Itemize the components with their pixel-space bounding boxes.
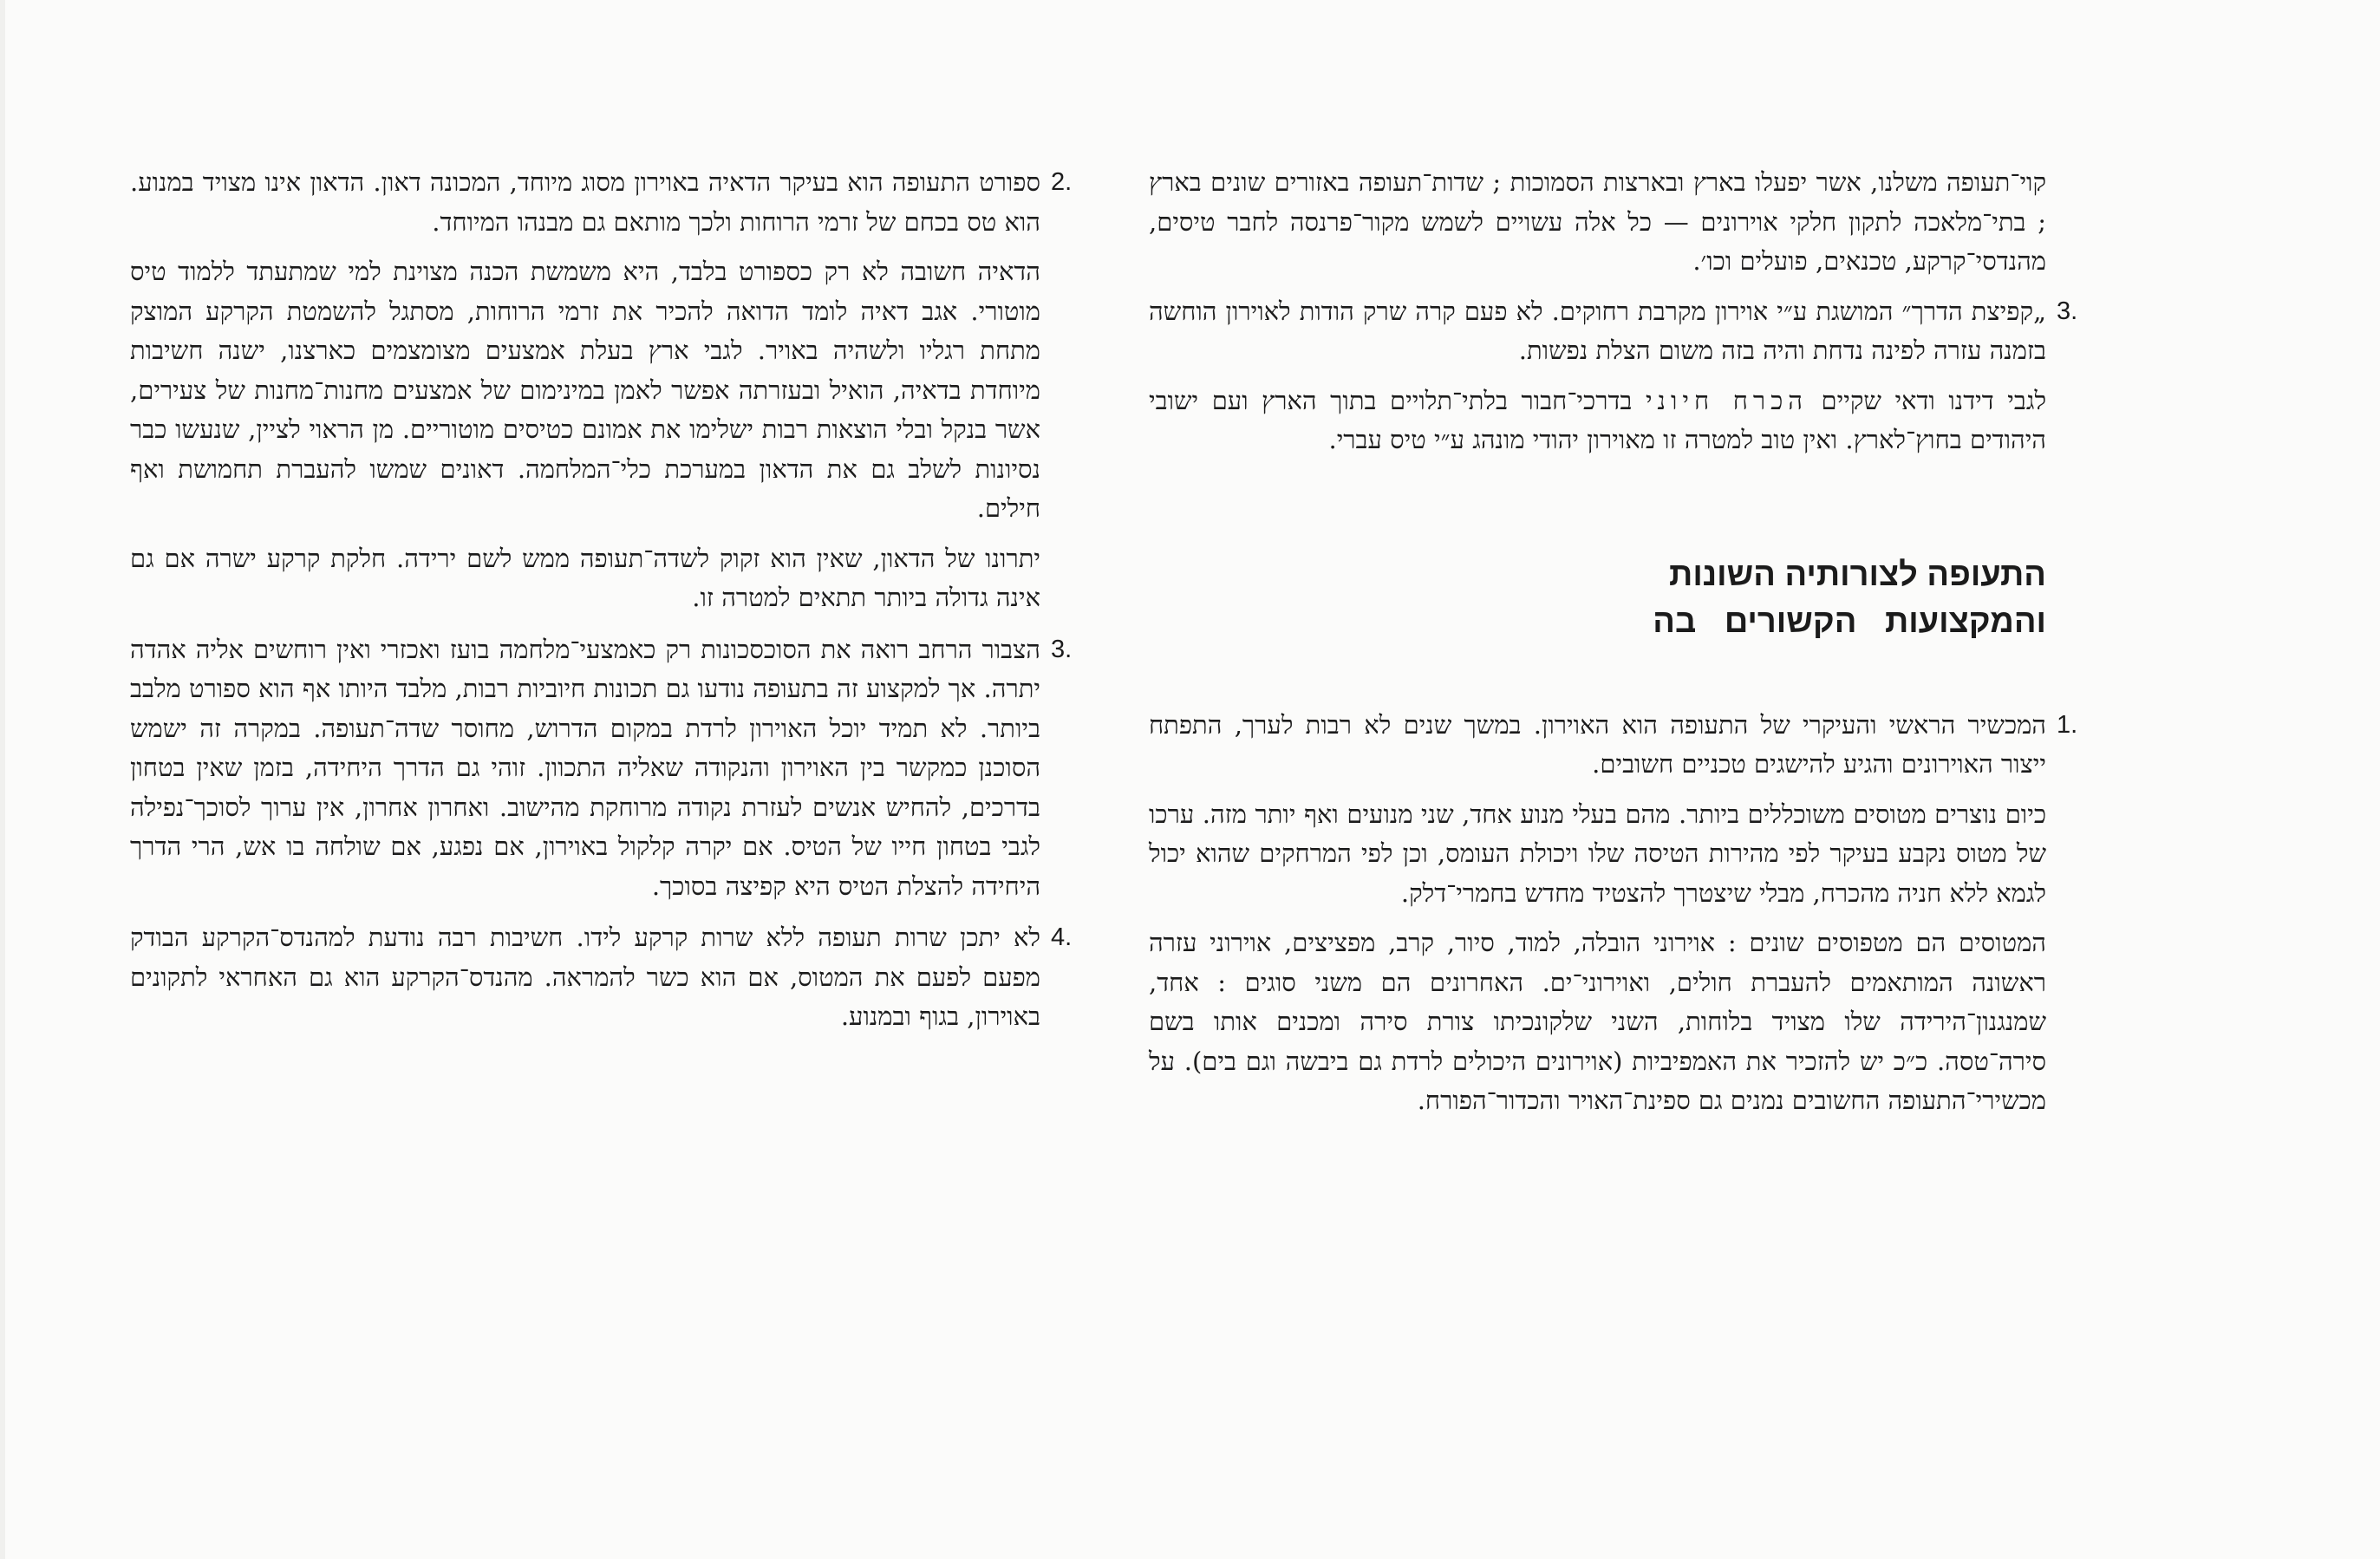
list-item-4 (130, 918, 1073, 1037)
item-paragraph: הדאיה חשובה לא רק כספורט בלבד, היא משמשת הכנה מצוינת למי שמתעתד ללמוד טיס מוטורי. אגב דאיה לומד הדואה להכיר את זרמי הרוחות, מסתגל להשמטת הקרקע המוצק מתחת רגליו ולשהיה באויר. לגבי ארץ בעלת אמצעים מצומצמים כארצנו, ישנה חשיבות מיוחדת בדאיה, הואיל ובעזרתה אפשר לאמן במינימום של אמצעים מחנות־מחנות של צעירים, אשר בנקל ובלי הוצאות רבות ישלימו את אמונם כטיסים מוטוריים. מן הראוי לציין, שנעשו כבר נסיונות לשלב גם את הדאון במערכת כלי־המלחמה. דאונים שמשו להעברת תחמושת ואף חילים. (130, 257, 1040, 523)
section-title-line2: והמקצועות הקשורים בה (1653, 603, 2046, 640)
right-column (1149, 163, 2078, 1133)
text-run: בדרכי־חבור בלתי־תלויים בתוך הארץ ועם ישובי היהודים בחוץ־לארץ. ואין טוב למטרה זו מאוירון יהודי מונהג ע״י טיס עברי. (1149, 385, 2046, 454)
left-column (130, 163, 1073, 1049)
text-run: לגבי דידנו ודאי שקיים (1821, 385, 2047, 415)
item-paragraph: המכשיר הראשי והעיקרי של התעופה הוא האוירון. במשך שנים לא רבות לערך, התפתח ייצור האוירונים והגיע להישגים טכניים חשובים. (1149, 709, 2046, 779)
item-paragraph: כיום נוצרים מטוסים משוכללים ביותר. מהם בעלי מנוע אחד, שני מנועים ואף יותר מזה. ערכו של מטוס נקבע בעיקר לפי מהירות הטיסה שלו ויכולת העומס, וכן לפי המרחקים שהוא יכול לגמא ללא חניה מהכרח, מבלי שיצטרך להצטיד מחדש בחמרי־דלק. (1149, 799, 2046, 908)
list-item-3-right (1149, 292, 2078, 460)
item-number: 4. (1051, 923, 1073, 951)
item-number: 1. (2057, 710, 2078, 739)
list-item-3-left (130, 630, 1073, 907)
item-paragraph: המטוסים הם מטפוסים שונים : אוירוני הובלה, למוד, סיור, קרב, מפציצים, אוירוני עזרה ראשונה המותאמים להעברת חולים, ואוירוני־ים. האחרונים הם משני סוגים : אחד, שמנגנון־הירידה שלו מצויד בלוחות, השני שלקונכיתו צורת סירה ומכנים אותו בשם סירה־טסה. כ״כ יש להזכיר את האמפיביות (אוירונים היכולים לרדת גם ביבשה וגם בים). על מכשירי־התעופה החשובים נמנים גם ספינת־האויר והכדור־הפורח. (1149, 928, 2046, 1115)
item-paragraph: יתרונו של הדאון, שאין הוא זקוק לשדה־תעופה ממש לשם ירידה. חלקת קרקע ישרה אם גם אינה גדולה ביותר תתאים למטרה זו. (130, 543, 1040, 612)
item-paragraph: ספורט התעופה הוא בעיקר הדאיה באוירון מסוג מיוחד, המכונה דאון. הדאון אינו מצויד במנוע. הוא טס בכחם של זרמי הרוחות ולכך מותאם גם מבנהו המיוחד. (130, 167, 1040, 237)
list-item-1 (1149, 706, 2078, 1121)
item-paragraph: הצבור הרחב רואה את הסוכסכונות רק כאמצעי־מלחמה בועז ואכזרי ואין רוחשים אליה אהדה יתרה. אך למקצוע זה בתעופה נודעו גם תכונות חיוביות רבות, מלבד היותו אף הוא ספורט מלבב ביותר. לא תמיד יוכל האוירון לרדת במקום הדרוש, מחוסר שדה־תעופה. במקרה זה ישמש הסוכנן כמקשר בין האוירון והנקודה שאליה התכוון. זוהי גם הדרך היחידה, בזמן שאין בטחון בדרכים, להחיש אנשים לעזרת נקודה מרוחקת מהישוב. ואחרון אחרון, אין ערוך לסוכך־נפילה לגבי בטחון חייו של הטיס. אם יקרה קלקול באוירון, אם נפגע, אם שולחה בו אש, הרי הדרך היחידה להצלת הטיס היא קפיצה בסוכך. (130, 634, 1040, 901)
section-title-line1: התעופה לצורותיה השונות (1669, 556, 2046, 593)
section-title (1149, 551, 2046, 645)
item-number: 3. (1051, 635, 1073, 663)
item-number: 3. (2057, 297, 2078, 325)
item-paragraph (1149, 382, 2046, 460)
item-paragraph: לא יתכן שרות תעופה ללא שרות קרקע לידו. חשיבות רבה נודעת למהנדס־הקרקע הבודק מפעם לפעם את המטוס, אם הוא כשר להמראה. מהנדס־הקרקע הוא גם האחראי לתקונים באוירון, בגוף ובמנוע. (130, 923, 1040, 1031)
item-number: 2. (1051, 168, 1073, 196)
item-paragraph: „קפיצת הדרך״ המושגת ע״י אוירון מקרבת רחוקים. לא פעם קרה שרק הודות לאוירון הוחשה בזמנה עזרה לפינה נדחת והיה בזה משום הצלת נפשות. (1149, 296, 2046, 365)
intro-paragraph: קוי־תעופה משלנו, אשר יפעלו בארץ ובארצות הסמוכות ; שדות־תעופה באזורים שונים בארץ ; בתי־מלאכה לתקון חלקי אוירונים — כל אלה עשויים לשמש מקור־פרנסה לחבר טיסים, מהנדסי־קרקע, טכנאים, פועלים וכו׳. (1149, 167, 2046, 276)
spaced-emphasis: הכרח חיוני (1645, 385, 1808, 415)
list-item-2 (130, 163, 1073, 618)
page-edge (0, 0, 5, 1559)
